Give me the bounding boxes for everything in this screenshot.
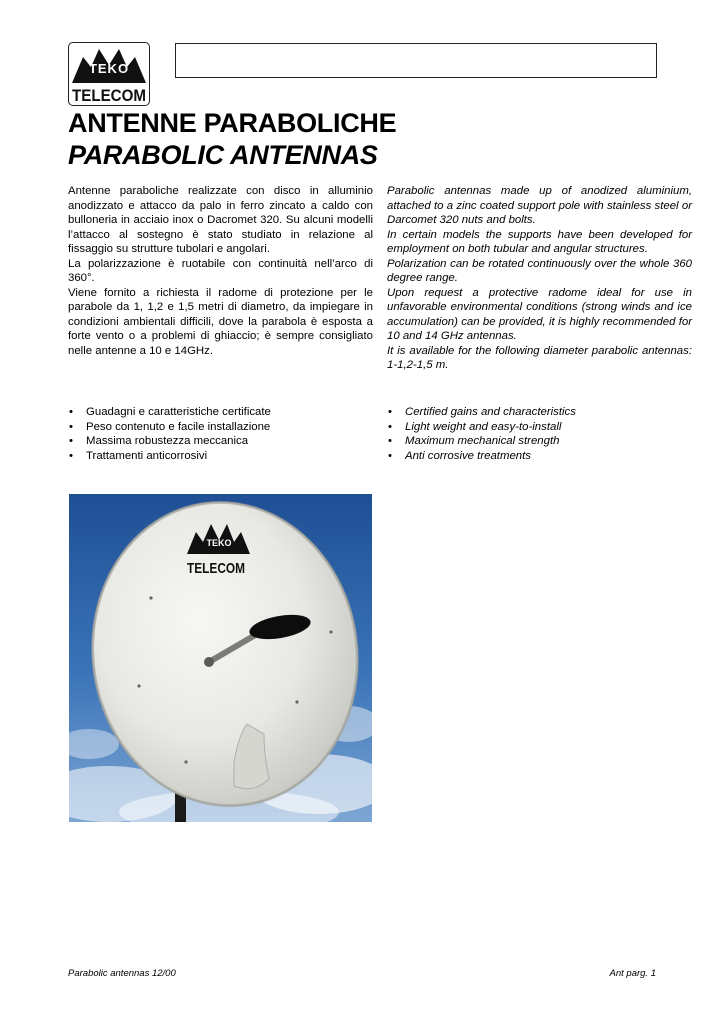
description-paragraph: Viene fornito a richiesta il radome di protezione per le parabole da 1, 1,2 e 1,5 metri di diametro, da impiegare in condizioni ambientali difficili, dove la parabola è esposta a forte vento o a problemi di ghiaccio; è sempre consigliato nelle antenne a 10 e 14GHz.: [68, 286, 373, 357]
bullet: •: [388, 435, 392, 448]
feature-text: Maximum mechanical strength: [405, 435, 560, 448]
footer-page-number: Ant parg. 1: [609, 968, 656, 979]
list-item: [68, 420, 271, 435]
dish-logo-telecom: TELECOM: [187, 560, 245, 577]
features-list-english: [387, 405, 576, 463]
list-item: [387, 449, 576, 464]
description-english: [387, 184, 692, 373]
description-paragraph: La polarizzazione è ruotabile con continuità nell’arco di 360°.: [68, 257, 373, 284]
list-item: [387, 420, 576, 435]
features-list-italian: [68, 405, 271, 463]
parabolic-antenna-image: [69, 494, 372, 822]
list-item: [68, 405, 271, 420]
feature-text: Trattamenti anticorrosivi: [86, 449, 208, 462]
description-italian: [68, 184, 373, 358]
description-paragraph: It is available for the following diameter parabolic antennas: 1-1,2-1,5 m.: [387, 344, 692, 371]
dish-logo-teko: TEKO: [206, 538, 232, 548]
bullet: •: [69, 449, 73, 462]
page-title-italian: ANTENNE PARABOLICHE: [68, 108, 397, 138]
bullet: •: [69, 420, 73, 433]
description-paragraph: Parabolic antennas made up of anodized aluminium, attached to a zinc coated support pole with stainless steel or Darcomet 320 nuts and bolts.: [387, 185, 692, 226]
bullet: •: [388, 449, 392, 462]
logo-graphic: [69, 43, 149, 105]
page-title-english: PARABOLIC ANTENNAS: [68, 140, 378, 170]
bullet: •: [388, 420, 392, 433]
antenna-photo: [69, 494, 372, 822]
list-item: [68, 449, 271, 464]
list-item: [387, 405, 576, 420]
bullet: •: [69, 406, 73, 418]
bullet: •: [388, 406, 392, 418]
header-empty-box: [175, 43, 657, 78]
logo-text-teko: TEKO: [88, 61, 130, 76]
feature-text: Certified gains and characteristics: [405, 406, 576, 418]
list-item: [387, 434, 576, 449]
teko-telecom-logo: [68, 42, 150, 106]
logo-text-telecom: TELECOM: [72, 86, 146, 105]
feature-text: Guadagni e caratteristiche certificate: [86, 406, 271, 418]
description-paragraph: Upon request a protective radome ideal for use in unfavorable environmental conditions (strong winds and ice accumulation) can be provided, it is highly recommended for 10 and 14 GHz antennas.: [387, 286, 692, 342]
description-paragraph: Antenne paraboliche realizzate con disco in alluminio anodizzato e attacco da palo in ferro zincato a caldo con bulloneria in acciaio inox o Dacromet 320. Su alcuni modelli l’attacco al sostegno è stato studiato in relazione al fissaggio su strutture tubolari e angolari.: [68, 185, 373, 255]
feature-text: Massima robustezza meccanica: [86, 435, 249, 448]
footer-document-title: Parabolic antennas 12/00: [68, 968, 176, 979]
feature-text: Peso contenuto e facile installazione: [86, 420, 271, 433]
bullet: •: [69, 435, 73, 448]
description-paragraph: Polarization can be rotated continuously over the whole 360 degree range.: [387, 257, 692, 284]
feature-text: Light weight and easy-to-install: [405, 420, 562, 433]
description-paragraph: In certain models the supports have been developed for employment on both tubular and angular structures.: [387, 228, 692, 255]
feature-text: Anti corrosive treatments: [405, 449, 531, 462]
list-item: [68, 434, 271, 449]
